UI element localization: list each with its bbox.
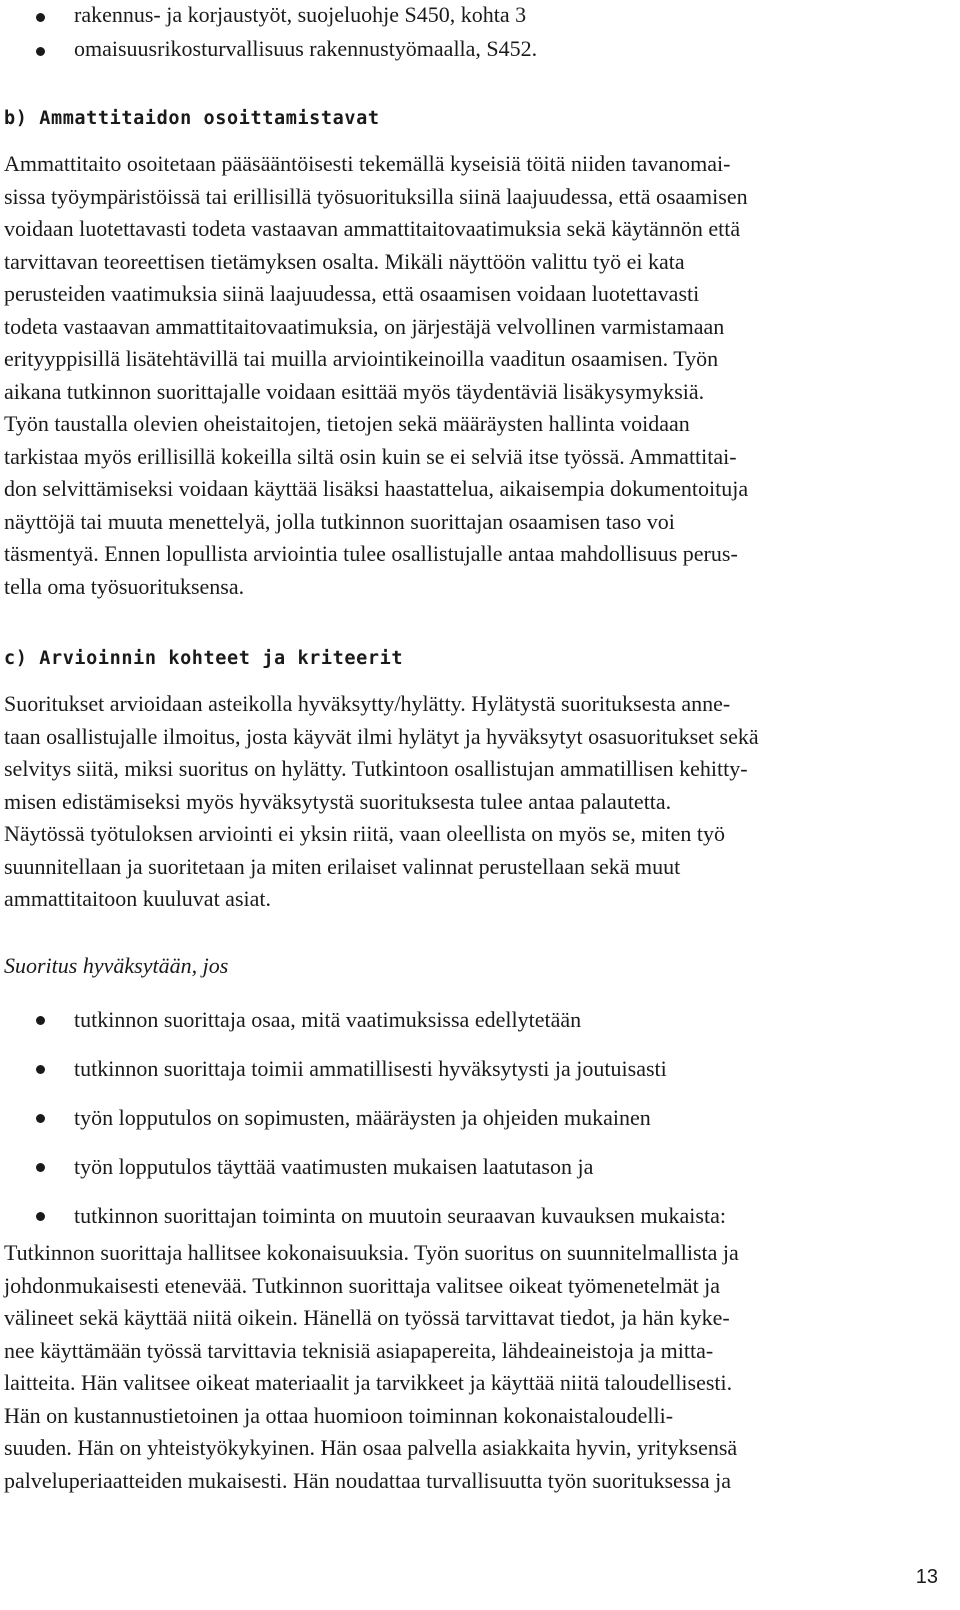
- text-line: tarvittavan teoreettisen tietämyksen osalta. Mikäli näyttöön valittu työ ei kata: [4, 248, 685, 274]
- text-line: täsmentyä. Ennen lopullista arviointia tulee osallistujalle antaa mahdollisuus perus-: [4, 541, 738, 566]
- text-line: misen edistämiseksi myös hyväksytystä suorituksesta tulee antaa palautetta.: [4, 788, 672, 814]
- bullet-icon: [36, 47, 45, 56]
- list-item: tutkinnon suorittaja osaa, mitä vaatimuksissa edellytetään: [0, 995, 726, 1044]
- safety-instructions-list: [0, 0, 537, 68]
- performance-description-paragraph: [4, 1237, 930, 1497]
- bullet-icon: [36, 1163, 45, 1172]
- section-c-heading: c) Arvioinnin kohteet ja kriteerit: [4, 648, 404, 669]
- pass-criteria-heading: Suoritus hyväksytään, jos: [4, 953, 229, 978]
- list-item: omaisuusrikosturvallisuus rakennustyömaalla, S452.: [0, 34, 537, 68]
- text-line: voidaan luotettavasti todeta vastaavan ammattitaitovaatimuksia sekä käytännön että: [4, 216, 741, 241]
- text-line: sissa työympäristöissä tai erillisillä työsuorituksilla siinä laajuudessa, että osaamisen: [4, 183, 748, 209]
- text-line: Ammattitaito osoitetaan pääsääntöisesti tekemällä kyseisiä töitä niiden tavanomai-: [4, 151, 731, 176]
- text-line: tella oma työsuorituksensa.: [4, 573, 245, 599]
- text-line: Näytössä työtuloksen arviointi ei yksin riitä, vaan oleellista on myös se, miten työ: [4, 821, 725, 846]
- section-b-paragraph: [4, 148, 930, 603]
- page-number: 13: [915, 1566, 938, 1588]
- list-item: työn lopputulos täyttää vaatimusten mukaisen laatutason ja: [0, 1142, 726, 1191]
- text-line: suunnitellaan ja suoritetaan ja miten erilaiset valinnat perustellaan sekä muut: [4, 853, 681, 879]
- text-line: palveluperiaatteiden mukaisesti. Hän noudattaa turvallisuutta työn suorituksessa ja: [4, 1467, 732, 1493]
- text-line: nee käyttämään työssä tarvittavia teknisiä asiapapereita, lähdeaineistoja ja mitta-: [4, 1337, 714, 1363]
- text-line: Työn taustalla olevien oheistaitojen, tietojen sekä määräysten hallinta voidaan: [4, 411, 690, 436]
- text-line: ammattitaitoon kuuluvat asiat.: [4, 886, 271, 911]
- text-line: todeta vastaavan ammattitaitovaatimuksia, on järjestäjä velvollinen varmistamaan: [4, 313, 725, 339]
- bullet-icon: [36, 1065, 45, 1074]
- text-line: Hän on kustannustietoinen ja ottaa huomioon toiminnan kokonaistaloudelli-: [4, 1402, 674, 1428]
- list-item: työn lopputulos on sopimusten, määräysten ja ohjeiden mukainen: [0, 1093, 726, 1142]
- list-item: tutkinnon suorittajan toiminta on muutoin seuraavan kuvauksen mukaista:: [0, 1191, 726, 1240]
- text-line: Tutkinnon suorittaja hallitsee kokonaisuuksia. Työn suoritus on suunnitelmallista ja: [4, 1240, 739, 1265]
- list-item: tutkinnon suorittaja toimii ammatillisesti hyväksytysti ja joutuisasti: [0, 1044, 726, 1093]
- text-line: taan osallistujalle ilmoitus, josta käyvät ilmi hylätyt ja hyväksytyt osasuoritukset sekä: [4, 723, 759, 749]
- bullet-icon: [36, 1212, 45, 1221]
- text-line: välineet sekä käyttää niitä oikein. Hänellä on työssä tarvittavat tiedot, ja hän kyke-: [4, 1305, 730, 1330]
- text-line: erityyppisillä lisätehtävillä tai muilla arviointikeinoilla vaaditun osaamisen. Työn: [4, 346, 719, 371]
- text-line: aikana tutkinnon suorittajalle voidaan esittää myös täydentäviä lisäkysymyksiä.: [4, 378, 705, 404]
- section-b-heading: b) Ammattitaidon osoittamistavat: [4, 108, 380, 129]
- text-line: suuden. Hän on yhteistyökykyinen. Hän osaa palvella asiakkaita hyvin, yrityksensä: [4, 1435, 738, 1460]
- text-line: johdonmukaisesti etenevää. Tutkinnon suorittaja valitsee oikeat työmenetelmät ja: [4, 1272, 721, 1298]
- bullet-icon: [36, 13, 45, 22]
- text-line: laitteita. Hän valitsee oikeat materiaalit ja tarvikkeet ja käyttää niitä taloudellisesti.: [4, 1370, 733, 1395]
- section-c-paragraph: [4, 688, 930, 916]
- text-line: tarkistaa myös erillisillä kokeilla siltä osin kuin se ei selviä itse työssä. Ammattitai-: [4, 443, 737, 469]
- text-line: selvitys siitä, miksi suoritus on hylätty. Tutkintoon osallistujan ammatillisen kehitty-: [4, 756, 748, 781]
- text-line: don selvittämiseksi voidaan käyttää lisäksi haastattelua, aikaisempia dokumentoituja: [4, 476, 749, 501]
- pass-criteria-list: [0, 995, 726, 1240]
- list-item: rakennus- ja korjaustyöt, suojeluohje S450, kohta 3: [0, 0, 537, 34]
- bullet-icon: [36, 1114, 45, 1123]
- bullet-icon: [36, 1016, 45, 1025]
- text-line: perusteiden vaatimuksia siinä laajuudessa, että osaamisen voidaan luotettavasti: [4, 281, 700, 306]
- text-line: Suoritukset arvioidaan asteikolla hyväksytty/hylätty. Hylätystä suorituksesta anne-: [4, 691, 731, 716]
- text-line: näyttöjä tai muuta menettelyä, jolla tutkinnon suorittajan osaamisen taso voi: [4, 508, 675, 534]
